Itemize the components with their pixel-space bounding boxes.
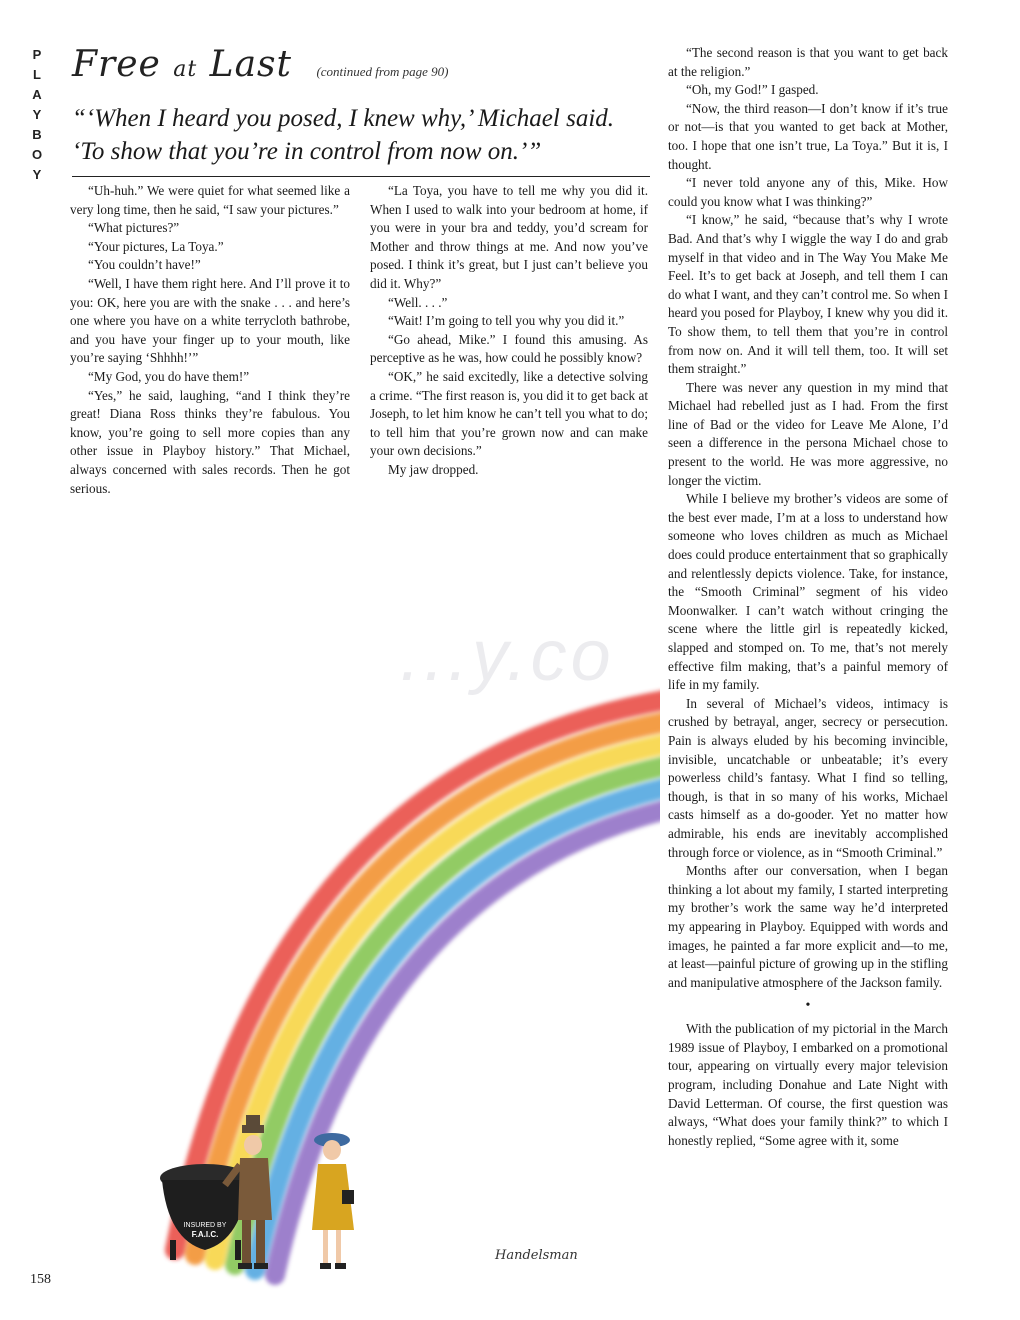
paragraph: There was never any question in my mind that Michael had rebelled just as I had. From the first line of Bad or the video for Leave Me Alone, I’d seen a difference in the persona Michael chose to present to the world. He was more aggressive, no longer the victim. xyxy=(668,379,948,488)
spine-letter: A xyxy=(32,87,44,102)
paragraph: Months after our conversation, when I began thinking a lot about my family, I started interpreting my brother’s work the same way he’d interpreted my appearing in Playboy. Equipped with words and images, he painted a far more explicit and—to me, at least—painful picture of growing up in the stifling and manipulative atmosphere of the Jackson family. xyxy=(668,863,948,990)
paragraph: “What pictures?” xyxy=(88,220,180,236)
paragraph: “The second reason is that you want to get back at the religion.” xyxy=(668,45,948,79)
paragraph: “Now, the third reason—I don’t know if it’s true or not—is that you wanted to get back at Mother, too. I hope that one isn’t true, La Toya.” But it is, I thought. xyxy=(668,100,948,172)
spine-letter: Y xyxy=(32,167,44,182)
paragraph: “Well. . . .” xyxy=(388,294,448,310)
paragraph: “La Toya, you have to tell me why you did it. When I used to walk into your bedroom at home, if you were in your bra and teddy, you’d scream for Mother and throw things at me. And now you’ve posed. I think it’s great, but I just can’t believe you did it. Why?” xyxy=(370,183,648,291)
title-word-free: Free xyxy=(72,44,161,85)
artist-signature: Handelsman xyxy=(495,1248,578,1263)
section-separator: • xyxy=(805,998,811,1014)
text-column-2 xyxy=(370,182,648,480)
spine-letter: P xyxy=(32,47,44,62)
watermark: ...y.co xyxy=(400,616,615,696)
grill-text-line-1: INSURED BY xyxy=(183,1222,227,1229)
paragraph: “OK,” he said excitedly, like a detective solving a crime. “The first reason is, you did it to get back at Joseph, to let him know he can’t tell you what to do; to tell him that you’re grown now and can make your own decisions.” xyxy=(370,368,648,459)
paragraph: “Go ahead, Mike.” I found this amusing. As perceptive as he was, how could he possibly know? xyxy=(370,331,648,366)
text-column-1 xyxy=(70,182,350,498)
continued-note: (continued from page 90) xyxy=(316,64,449,79)
page-number: 158 xyxy=(30,1272,51,1287)
pull-quote: “‘When I heard you posed, I knew why,’ Michael said. ‘To show that you’re in control from now on.’” xyxy=(72,105,615,165)
spine-letter: L xyxy=(33,67,43,82)
spine-letter: Y xyxy=(32,107,44,122)
paragraph: “Wait! I’m going to tell you why you did it.” xyxy=(388,313,625,329)
paragraph: In several of Michael’s videos, intimacy is crushed by betrayal, anger, secrecy or persecution. Pain is always eluded by his becoming invincible, invisible, uncatchable or unbeatable; it’s every powerless child’s fantasy. What I find so telling, though, is that in so many of his works, Michael casts himself as a do-gooder. Yet no matter how admirable, his ends are inevitably accomplished through force or violence, as in “Smooth Criminal.” xyxy=(668,695,948,860)
paragraph: My jaw dropped. xyxy=(388,461,479,477)
header-divider xyxy=(72,176,650,177)
paragraph: “Uh-huh.” We were quiet for what seemed like a very long time, then he said, “I saw your pictures.” xyxy=(70,183,350,217)
spine-letter: B xyxy=(32,127,44,142)
paragraph: “I know,” he said, “because that’s why I wrote Bad. And that’s why I wiggle the way I do and grab myself in that video and in The Way You Make Me Feel. It’s to get back at Joseph, and tell them I can do what I want, and they can’t control me. So when I heard you posed for Playboy, I knew why you did it. To show them, to tell them that you’re in control from now on. And it will tell them, too. It will set them straight.” xyxy=(668,212,948,377)
paragraph: “Oh, my God!” I gasped. xyxy=(686,82,819,98)
paragraph: “Your pictures, La Toya.” xyxy=(88,238,224,254)
magazine-spine xyxy=(30,45,46,185)
title-word-last: Last xyxy=(209,44,292,85)
text-column-3 xyxy=(668,44,948,1150)
spine-letter: O xyxy=(31,147,45,162)
paragraph: “You couldn’t have!” xyxy=(88,257,201,273)
grill-text-line-2: F.A.I.C. xyxy=(191,1230,219,1239)
article-header xyxy=(72,44,652,85)
pot-of-gold-grill xyxy=(160,1164,250,1260)
paragraph: With the publication of my pictorial in the March 1989 issue of Playboy, I embarked on a promotional tour, appearing on virtually every major television program, including Donahue and Late Night with David Letterman. Of course, the first question was always, “What does your family think?” to which I honestly replied, “Some agree with it, some xyxy=(668,1021,948,1148)
paragraph: “My God, you do have them!” xyxy=(88,368,250,384)
paragraph: While I believe my brother’s videos are some of the best ever made, I’m at a loss to understand how someone who loves children as much as Michael does could produce entertainment that so graphically and relentlessly depicts violence. Take, for instance, the “Smooth Criminal” segment of his video Moonwalker. I can’t watch without cringing the scene where the little girl is repeatedly kicked, slapped and stomped on. To me, that’s not merely effective film making, that’s a painful memory of life in my family. xyxy=(668,491,948,693)
title-word-at: at xyxy=(173,57,198,82)
paragraph: “Yes,” he said, laughing, “and I think they’re great! Diana Ross thinks they’re fabulous. You know, you’re going to sell more copies than any other issue in Playboy history.” That Michael, always concerned with sales records. Then he got serious. xyxy=(70,387,350,496)
article-title xyxy=(72,44,304,85)
paragraph: “Well, I have them right here. And I’ll prove it to you: OK, here you are with the snake . . . and here’s one where you have on a white terrycloth bathrobe, and you have your finger up to your mouth, like you’re saying ‘Shhhh!’” xyxy=(70,275,350,366)
paragraph: “I never told anyone any of this, Mike. How could you know what I was thinking?” xyxy=(668,175,948,209)
